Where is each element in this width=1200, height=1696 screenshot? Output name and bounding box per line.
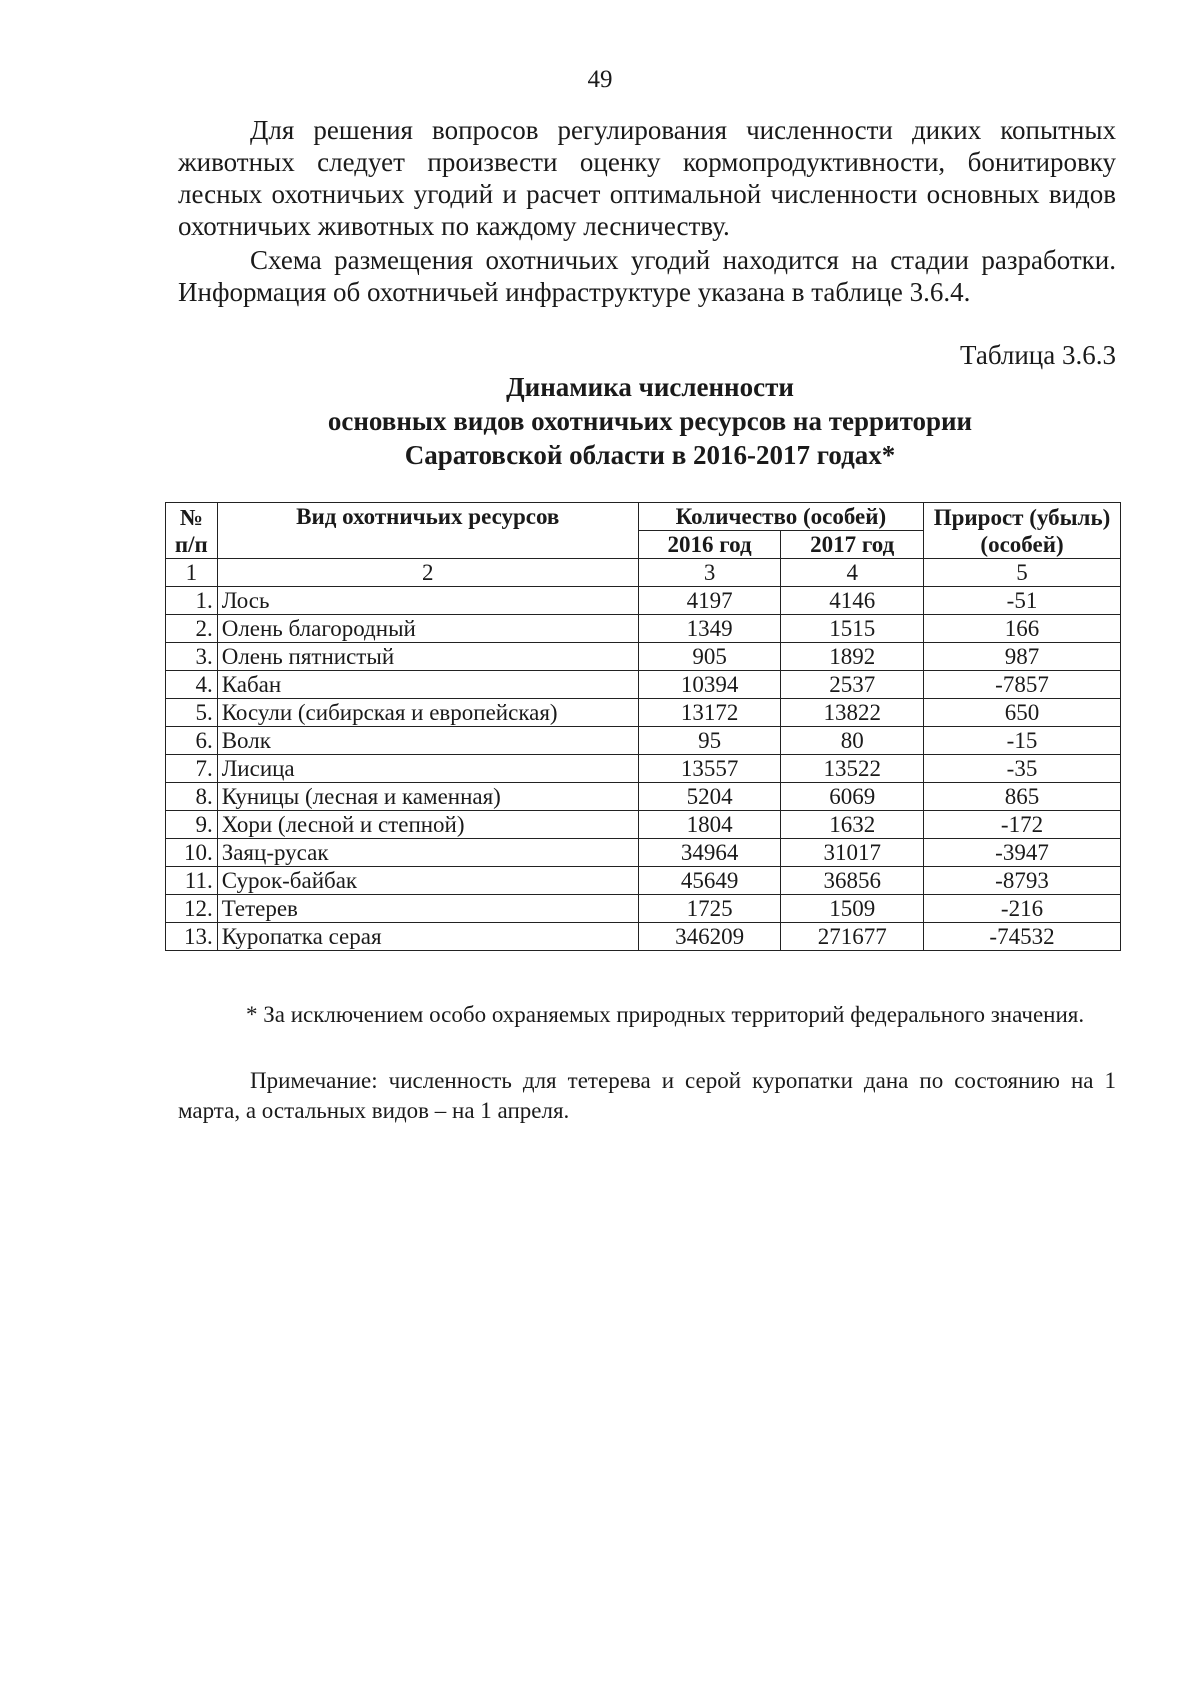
table-row <box>166 615 1121 643</box>
species-name: Куницы (лесная и каменная) <box>217 783 638 811</box>
page-number: 49 <box>587 66 613 93</box>
species-name: Тетерев <box>217 895 638 923</box>
count-change: -3947 <box>924 839 1121 867</box>
count-change: -15 <box>924 727 1121 755</box>
row-number: 4. <box>166 671 218 699</box>
count-change: 650 <box>924 699 1121 727</box>
count-2016: 95 <box>638 727 781 755</box>
paragraph-regulation: Для решения вопросов регулирования численности диких копытных животных следует произвести оценку кормопродуктивности, бонитировку лесных охотничьих угодий и расчет оптимальной численности основных видов охотничьих животных по каждому лесничеству. <box>178 115 1116 241</box>
header-quantity: Количество (особей) <box>638 503 923 531</box>
count-2016: 13172 <box>638 699 781 727</box>
table-row <box>166 923 1121 951</box>
table-caption: Таблица 3.6.3 <box>960 340 1116 370</box>
count-2017: 271677 <box>781 923 924 951</box>
row-number: 12. <box>166 895 218 923</box>
count-2017: 1632 <box>781 811 924 839</box>
row-number: 2. <box>166 615 218 643</box>
paragraph-infrastructure: Схема размещения охотничьих угодий находится на стадии разработки. Информация об охотничьей инфраструктуре указана в таблице 3.6.4. <box>178 245 1116 307</box>
count-2016: 1725 <box>638 895 781 923</box>
row-number: 9. <box>166 811 218 839</box>
table-note: Примечание: численность для тетерева и серой куропатки дана по состоянию на 1 марта, а остальных видов – на 1 апреля. <box>178 1068 1116 1123</box>
table-row <box>166 811 1121 839</box>
count-2016: 5204 <box>638 783 781 811</box>
species-name: Косули (сибирская и европейская) <box>217 699 638 727</box>
row-number: 6. <box>166 727 218 755</box>
count-2017: 31017 <box>781 839 924 867</box>
count-change: -35 <box>924 755 1121 783</box>
table-row <box>166 839 1121 867</box>
row-number: 11. <box>166 867 218 895</box>
count-2017: 13822 <box>781 699 924 727</box>
table-row <box>166 671 1121 699</box>
count-change: 987 <box>924 643 1121 671</box>
count-change: -74532 <box>924 923 1121 951</box>
species-name: Волк <box>217 727 638 755</box>
count-2017: 1515 <box>781 615 924 643</box>
count-2016: 4197 <box>638 587 781 615</box>
row-number: 7. <box>166 755 218 783</box>
row-number: 1. <box>166 587 218 615</box>
table-row <box>166 643 1121 671</box>
species-name: Сурок-байбак <box>217 867 638 895</box>
header-num: № п/п <box>166 503 218 559</box>
table-title-line: Динамика численности <box>506 372 794 402</box>
row-number: 3. <box>166 643 218 671</box>
header-name: Вид охотничьих ресурсов <box>217 503 638 559</box>
table-row <box>166 699 1121 727</box>
species-name: Кабан <box>217 671 638 699</box>
header-diff: Прирост (убыль) (особей) <box>924 503 1121 559</box>
species-name: Олень пятнистый <box>217 643 638 671</box>
row-number: 8. <box>166 783 218 811</box>
count-2017: 80 <box>781 727 924 755</box>
column-number: 4 <box>781 559 924 587</box>
column-number: 1 <box>166 559 218 587</box>
count-2016: 905 <box>638 643 781 671</box>
count-2017: 1509 <box>781 895 924 923</box>
count-change: -7857 <box>924 671 1121 699</box>
count-2017: 2537 <box>781 671 924 699</box>
count-2016: 1349 <box>638 615 781 643</box>
table-title-line: основных видов охотничьих ресурсов на территории <box>327 406 973 436</box>
species-name: Куропатка серая <box>217 923 638 951</box>
column-number: 2 <box>217 559 638 587</box>
table-row <box>166 587 1121 615</box>
table-row <box>166 727 1121 755</box>
count-2016: 10394 <box>638 671 781 699</box>
hunting-resources-table <box>165 502 1121 951</box>
count-change: 865 <box>924 783 1121 811</box>
column-numbers-row <box>166 559 1121 587</box>
count-2016: 45649 <box>638 867 781 895</box>
count-2017: 36856 <box>781 867 924 895</box>
count-change: -216 <box>924 895 1121 923</box>
column-number: 5 <box>924 559 1121 587</box>
table-header-row <box>166 503 1121 531</box>
table-row <box>166 783 1121 811</box>
row-number: 13. <box>166 923 218 951</box>
header-year-2016: 2016 год <box>638 531 781 559</box>
count-2016: 34964 <box>638 839 781 867</box>
count-2017: 13522 <box>781 755 924 783</box>
table-title <box>200 370 1100 472</box>
species-name: Лисица <box>217 755 638 783</box>
count-2016: 13557 <box>638 755 781 783</box>
species-name: Лось <box>217 587 638 615</box>
species-name: Заяц-русак <box>217 839 638 867</box>
count-change: 166 <box>924 615 1121 643</box>
header-year-2017: 2017 год <box>781 531 924 559</box>
count-change: -51 <box>924 587 1121 615</box>
species-name: Олень благородный <box>217 615 638 643</box>
table-title-line: Саратовской области в 2016-2017 годах* <box>404 440 896 470</box>
table-row <box>166 895 1121 923</box>
count-2016: 1804 <box>638 811 781 839</box>
count-change: -8793 <box>924 867 1121 895</box>
row-number: 10. <box>166 839 218 867</box>
count-change: -172 <box>924 811 1121 839</box>
table-row <box>166 867 1121 895</box>
species-name: Хори (лесной и степной) <box>217 811 638 839</box>
row-number: 5. <box>166 699 218 727</box>
column-number: 3 <box>638 559 781 587</box>
count-2017: 6069 <box>781 783 924 811</box>
count-2017: 1892 <box>781 643 924 671</box>
table-footnote: * За исключением особо охраняемых природных территорий федерального значения. <box>246 1002 1085 1027</box>
table-row <box>166 755 1121 783</box>
count-2017: 4146 <box>781 587 924 615</box>
count-2016: 346209 <box>638 923 781 951</box>
